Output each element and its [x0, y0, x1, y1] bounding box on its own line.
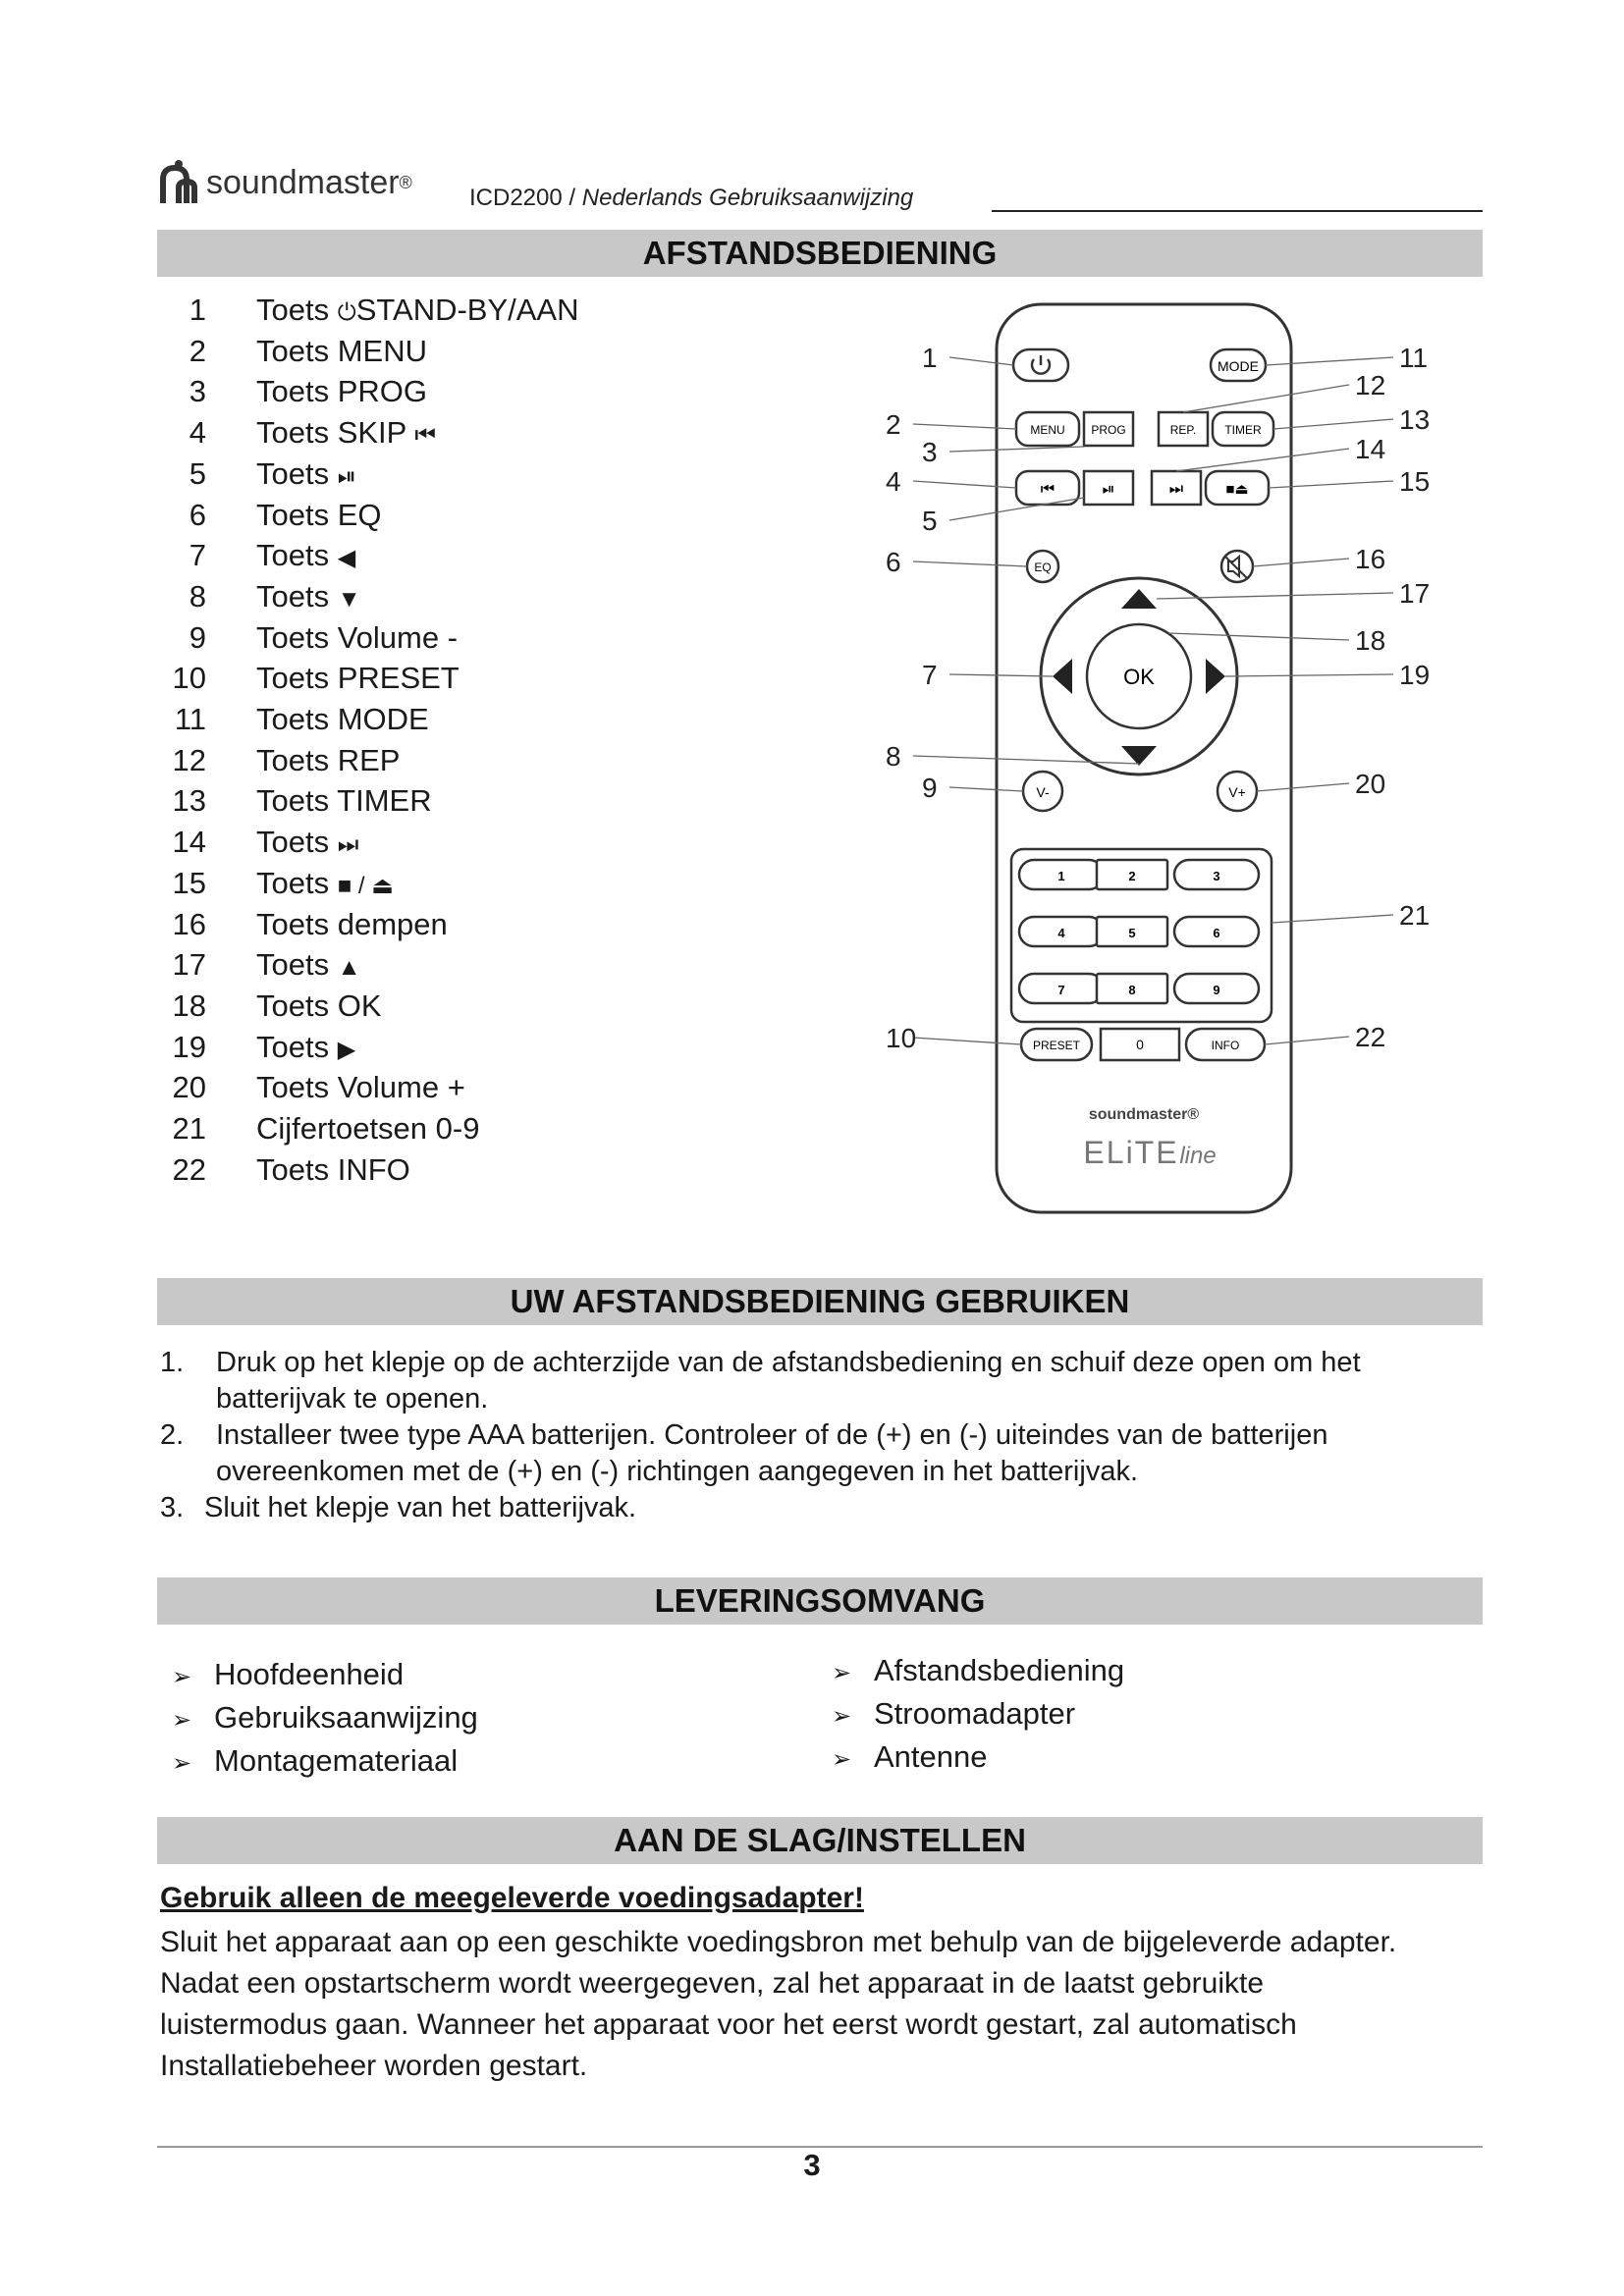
section-title-remote: AFSTANDSBEDIENING	[157, 230, 1483, 277]
key-symbol-icon: ■ / ⏏	[337, 872, 394, 899]
callout-number: 14	[1355, 434, 1386, 464]
setup-line: luistermodus gaan. Wanneer het apparaat voor het eerst wordt gestart, zal automatisch	[160, 2008, 1297, 2041]
callout-number: 12	[1355, 370, 1386, 400]
registered-mark: ®	[399, 172, 412, 192]
zero-label: 0	[1136, 1037, 1144, 1052]
arrow-bullet-icon: ➢	[832, 1703, 852, 1730]
step-2: 2. Installeer twee type AAA batterijen. Controleer of de (+) en (-) uiteindes van de batterijen overeenkomen met de (+) en (-) richtingen aangegeven in het batterijvak.	[160, 1419, 1328, 1487]
digit-label: 6	[1213, 926, 1220, 940]
play-pause-icon: ⏯	[1102, 481, 1115, 498]
arrow-bullet-icon: ➢	[172, 1707, 192, 1734]
list-item: ➢ Antenne	[832, 1735, 1124, 1779]
callout-number: 7	[922, 660, 938, 690]
remote-brand: soundmaster®	[1088, 1106, 1200, 1123]
menu-label: MENU	[1030, 423, 1065, 437]
callout-number: 10	[886, 1023, 917, 1053]
digit-label: 5	[1128, 926, 1136, 940]
callout-number: 15	[1399, 466, 1431, 497]
key-symbol-icon: ▶	[337, 1036, 356, 1063]
soundmaster-logo-icon	[157, 158, 200, 207]
callout-number: 21	[1399, 900, 1431, 931]
list-item: ➢ Gebruiksaanwijzing	[172, 1696, 478, 1739]
list-item: ➢ Hoofdeenheid	[172, 1653, 478, 1696]
key-symbol-icon: ⏻	[337, 299, 356, 326]
preset-label: PRESET	[1032, 1039, 1081, 1052]
section-title-setup: AAN DE SLAG/INSTELLEN	[157, 1817, 1483, 1864]
brand-name: soundmaster	[206, 163, 400, 201]
setup-text	[160, 1922, 1476, 2087]
callout-number: 9	[922, 773, 938, 803]
skip-forward-icon: ⏭	[1168, 481, 1184, 498]
step-1: 1. Druk op het klepje op de achterzijde van de afstandsbediening en schuif deze open om het batterijvak te openen.	[160, 1347, 1361, 1415]
callout-number: 1	[922, 343, 938, 373]
remote-series-line: line	[1179, 1143, 1217, 1169]
callout-number: 13	[1399, 404, 1431, 435]
key-symbol-icon: ⏯	[337, 462, 356, 490]
volume-down-label: V-	[1036, 784, 1050, 800]
key-symbol-icon: ▲	[337, 954, 361, 982]
callout-number: 17	[1399, 578, 1431, 609]
callout-number: 18	[1355, 625, 1386, 656]
eq-label: EQ	[1034, 561, 1052, 574]
section-title-delivery: LEVERINGSOMVANG	[157, 1577, 1483, 1625]
section-title-using: UW AFSTANDSBEDIENING GEBRUIKEN	[157, 1278, 1483, 1325]
mute-button	[1221, 551, 1253, 582]
battery-steps	[157, 1345, 1483, 1526]
brand-logo	[157, 155, 412, 210]
callout-number: 20	[1355, 769, 1386, 799]
rep-label: REP.	[1169, 423, 1197, 437]
ok-label: OK	[1123, 665, 1155, 689]
mode-label: MODE	[1218, 358, 1259, 374]
prog-label: PROG	[1091, 423, 1126, 437]
info-label: INFO	[1211, 1039, 1240, 1052]
callout-number: 16	[1355, 544, 1386, 574]
header-rule	[992, 210, 1483, 212]
callout-number: 22	[1355, 1022, 1386, 1052]
arrow-bullet-icon: ➢	[832, 1660, 852, 1686]
callout-number: 19	[1399, 660, 1431, 690]
digit-label: 2	[1128, 869, 1136, 883]
key-symbol-icon: ⏮	[414, 422, 437, 450]
setup-line: Sluit het apparaat aan op een geschikte voedingsbron met behulp van de bijgeleverde adapter.	[160, 1926, 1397, 1958]
key-symbol-icon: ▼	[337, 585, 361, 613]
callout-number: 3	[922, 437, 938, 467]
arrow-bullet-icon: ➢	[832, 1746, 852, 1773]
document-title: ICD2200 / Nederlands Gebruiksaanwijzing	[469, 185, 914, 211]
setup-line: Nadat een opstartscherm wordt weergegeven, zal het apparaat in de laatst gebruikte	[160, 1967, 1265, 2000]
callout-number: 2	[886, 409, 901, 440]
key-symbol-icon: ◀	[337, 545, 356, 572]
digit-keys	[1019, 860, 1259, 1003]
remote-diagram	[844, 294, 1473, 1227]
delivery-list-left	[172, 1653, 478, 1783]
digit-label: 3	[1213, 869, 1220, 883]
stop-eject-icon: ■⏏	[1225, 481, 1249, 498]
callout-number: 8	[886, 741, 901, 772]
volume-up-label: V+	[1228, 784, 1246, 800]
list-item: ➢ Stroomadapter	[832, 1692, 1124, 1735]
adapter-warning: Gebruik alleen de meegeleverde voedingsadapter!	[160, 1882, 864, 1914]
digit-label: 4	[1057, 926, 1065, 940]
callout-number: 5	[922, 506, 938, 536]
arrow-bullet-icon: ➢	[172, 1750, 192, 1777]
callout-number: 4	[886, 466, 901, 497]
digit-label: 9	[1213, 983, 1220, 997]
delivery-list-right	[832, 1649, 1124, 1779]
step-3: 3. Sluit het klepje van het batterijvak.	[160, 1492, 637, 1523]
callout-number: 6	[886, 547, 901, 577]
arrow-bullet-icon: ➢	[172, 1664, 192, 1690]
page-number: 3	[803, 2148, 821, 2182]
timer-label: TIMER	[1224, 423, 1262, 437]
digit-label: 7	[1057, 983, 1065, 997]
list-item: ➢ Montagemateriaal	[172, 1739, 478, 1783]
setup-line: Installatiebeheer worden gestart.	[160, 2050, 588, 2082]
key-symbol-icon: ⏭	[337, 831, 359, 859]
digit-label: 1	[1057, 869, 1065, 883]
list-item: ➢ Afstandsbediening	[832, 1649, 1124, 1692]
page-header	[157, 155, 1483, 214]
model-number: ICD2200	[469, 185, 563, 211]
digit-label: 8	[1128, 983, 1136, 997]
remote-series: ELiTE	[1083, 1135, 1179, 1170]
skip-back-icon: ⏮	[1040, 481, 1056, 498]
callout-number: 11	[1399, 343, 1429, 373]
document-subtitle: Nederlands Gebruiksaanwijzing	[581, 185, 914, 211]
